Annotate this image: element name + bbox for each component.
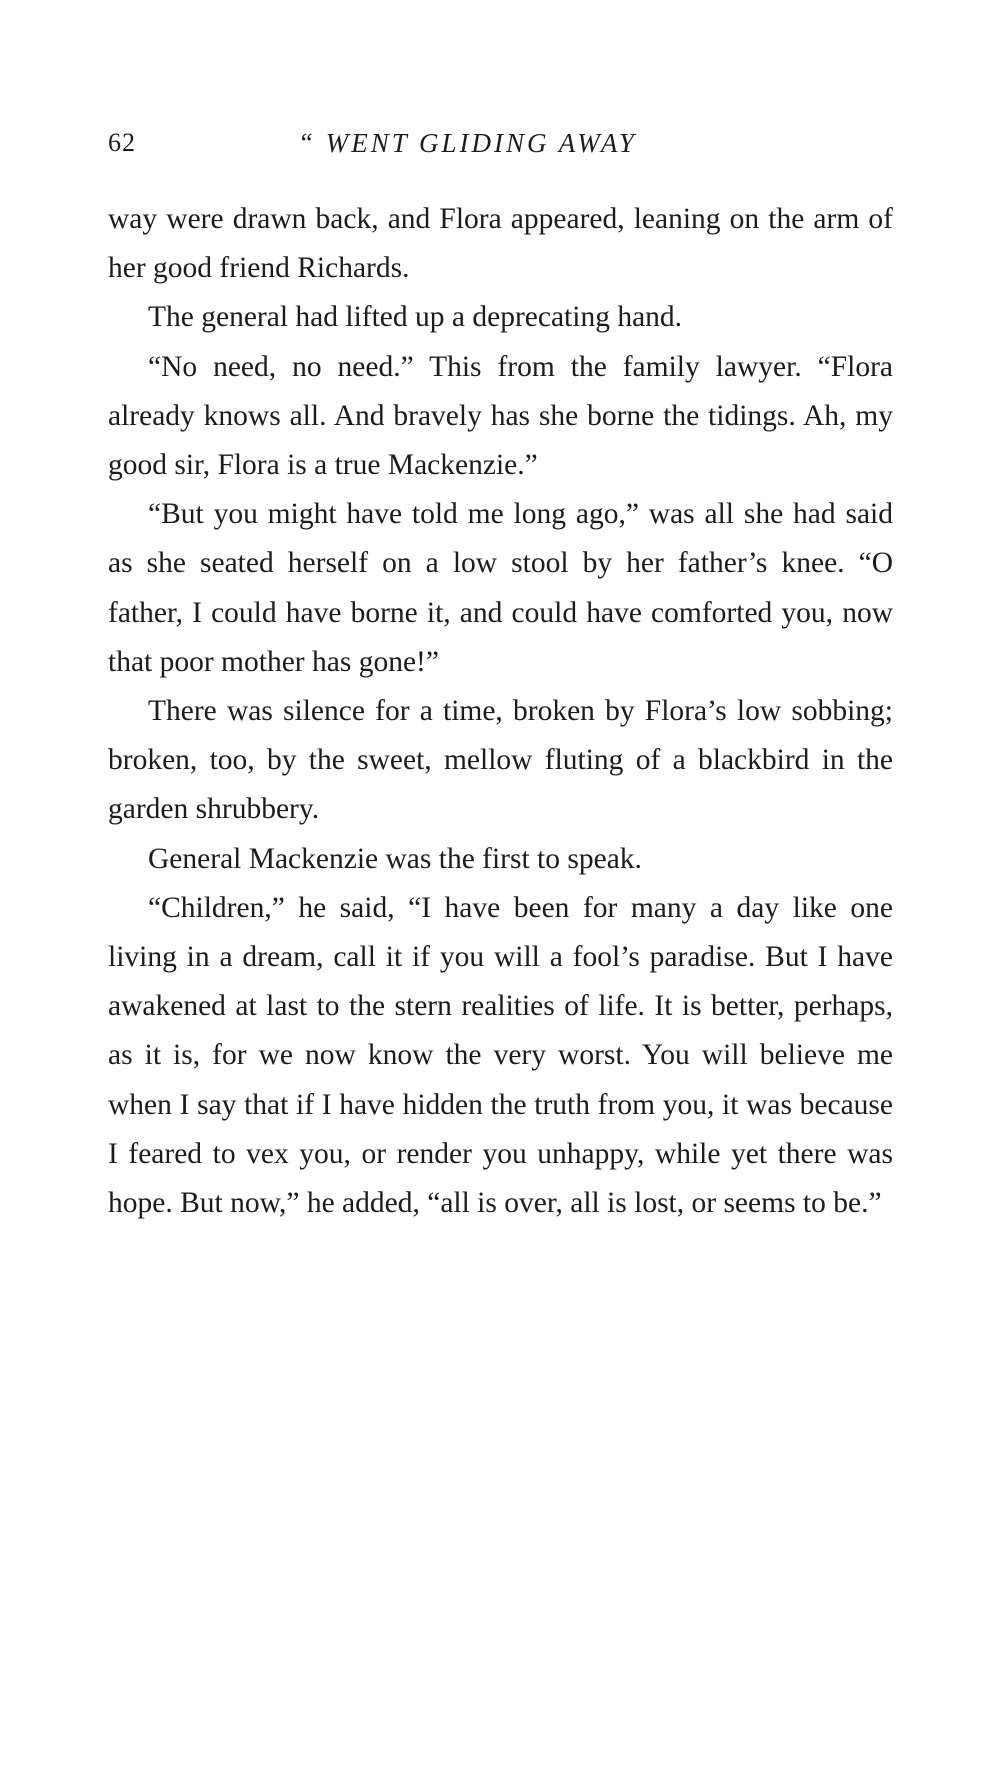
running-title: “ WENT GLIDING AWAY: [298, 128, 637, 158]
body-text: [108, 195, 893, 1228]
paragraph: The general had lifted up a deprecating hand.: [148, 301, 683, 334]
paragraph: “But you might have told me long ago,” was all she had said as she seated herself on a low stool by her father’s knee. “O father, I could have borne it, and could have comforted you, now that poor mother has gone!”: [108, 498, 893, 678]
page-number: 62: [108, 128, 136, 157]
paragraph: There was silence for a time, broken by Flora’s low sobbing; broken, too, by the sweet, mellow fluting of a blackbird in the garden shrubbery.: [108, 695, 893, 826]
paragraph: “Children,” he said, “I have been for many a day like one living in a dream, call it if you will a fool’s paradise. But I have awakened at last to the stern realities of life. It is better, perhaps, as it is, for we now know the very worst. You will believe me when I say that if I have hidden the truth from you, it was because I feared to vex you, or render you unhappy, while yet there was hope. But now,” he added, “all is over, all is lost, or seems to be.”: [108, 891, 893, 1220]
running-head: [0, 128, 1000, 168]
paragraph: General Mackenzie was the first to speak.: [148, 842, 642, 875]
paragraph-continued: way were drawn back, and Flora appeared, leaning on the arm of her good friend Richards.: [108, 203, 893, 285]
paragraph: “No need, no need.” This from the family lawyer. “Flora already knows all. And bravely has she borne the tidings. Ah, my good sir, Flora is a true Mackenzie.”: [108, 350, 893, 482]
